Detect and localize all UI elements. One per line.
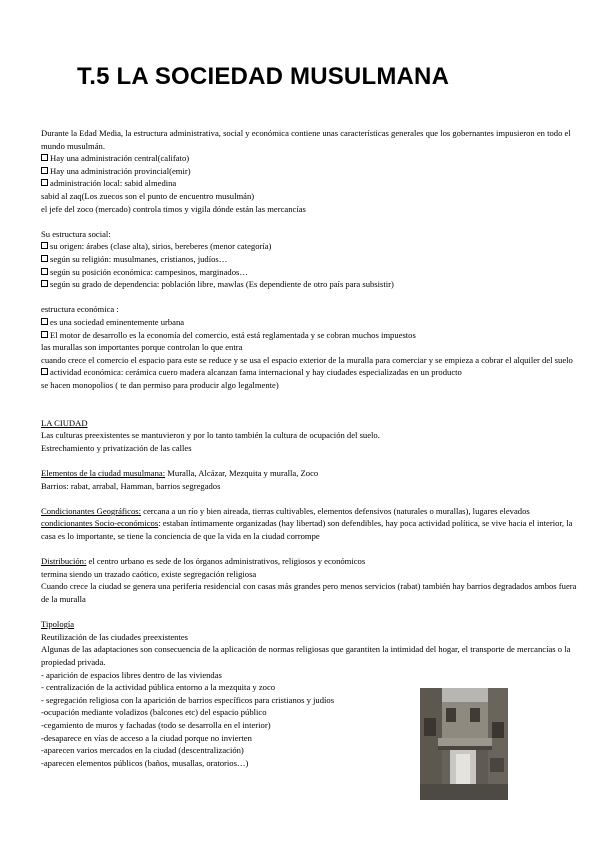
economic-note: se hacen monopolios ( te dan permiso para producir algo legalmente) [41, 379, 279, 390]
typology-item: - centralización de la actividad pública entorno a la mezquita y zoco [41, 682, 276, 693]
elements-line: Elementos de la ciudad musulmana: Muralla, Alcázar, Mezquita y muralla, Zoco [41, 468, 319, 479]
page-title: T.5 LA SOCIEDAD MUSULMANA [77, 63, 450, 90]
intro-extra: sabid al zaq(Los zuecos son el punto de encuentro musulmán) [41, 190, 255, 201]
economic-item: El motor de desarrollo es la economía del comercio, está está reglamentada y se cobran muchos impuestos [41, 329, 581, 342]
checkbox-bullet-icon [41, 318, 48, 325]
intro-extra: el jefe del zoco (mercado) controla timos y vigila dónde están las mercancías [41, 203, 306, 214]
checkbox-bullet-icon [41, 268, 48, 275]
social-item: su origen: árabes (clase alta), sirios, bereberes (menor categoría) [41, 240, 581, 253]
economic-note: cuando crece el comercio el espacio para este se reduce y se usa el espacio exterior de la muralla para comerciar y se empieza a cobrar el alquiler del suelo [41, 354, 573, 365]
city-line: Estrechamiento y privatización de las calles [41, 442, 192, 453]
economic-heading: estructura económica : [41, 304, 119, 315]
social-item: según su religión: musulmanes, cristianos, judíos… [41, 253, 581, 266]
conditions-socio-label: condicionantes Socio-económicos [41, 518, 159, 529]
typology-item: - segregación religiosa con la aparición de barrios específicos para cristianos y judíos [41, 694, 335, 705]
intro-paragraph: Durante la Edad Media, la estructura administrativa, social y económica contiene unas características generales que los gobernantes impusieron en todo el mundo musulmán. [41, 128, 571, 151]
checkbox-bullet-icon [41, 255, 48, 262]
city-heading: LA CIUDAD [41, 417, 88, 428]
checkbox-bullet-icon [41, 242, 48, 249]
social-heading: Su estructura social: [41, 228, 111, 239]
economic-item: es una sociedad eminentemente urbana [41, 316, 581, 329]
economic-note: las murallas son importantes porque controlan lo que entra [41, 342, 243, 353]
distribution-line-3: Cuando crece la ciudad se genera una periferia residencial con casas más grandes pero menos servicios (rabat) también hay barrios degradados ambos fuera de la muralla [41, 581, 577, 604]
distribution-line: Distribución: el centro urbano es sede de los órganos administrativos, religiosos y económicos [41, 556, 366, 567]
city-line: Las culturas preexistentes se mantuvieron y por lo tanto también la cultura de ocupación del suelo. [41, 430, 380, 441]
intro-item: Hay una administración provincial(emir) [41, 165, 581, 178]
distribution-label: Distribución: [41, 556, 87, 567]
elements-label: Elementos de la ciudad musulmana: [41, 468, 166, 479]
checkbox-bullet-icon [41, 368, 48, 375]
intro-item: Hay una administración central(califato) [41, 152, 581, 165]
typology-item: -aparecen elementos públicos (baños, musallas, oratorios…) [41, 757, 249, 768]
typology-line: Reutilización de las ciudades preexistentes [41, 631, 188, 642]
typology-paragraph: Algunas de las adaptaciones son consecuencia de la aplicación de normas religiosas que garantiten la intimidad del hogar, el transporte de mercancías o la propiedad privada. [41, 644, 571, 667]
conditions-socio: condicionantes Socio-económicos: estaban íntimamente organizadas (hay libertad) son defendibles, hay poca actividad política, se vive hacia el interior, la casa es lo importante, se tiene la conciencia de que la vida en la ciudad corrompe [41, 518, 573, 541]
economic-item: actividad económica: cerámica cuero madera alcanzan fama internacional y hay ciudades especializadas en un producto [41, 366, 581, 379]
typology-item: - aparición de espacios libres dentro de las viviendas [41, 669, 222, 680]
checkbox-bullet-icon [41, 331, 48, 338]
typology-heading: Tipología [41, 619, 75, 630]
social-item: según su posición económica: campesinos, marginados… [41, 266, 581, 279]
street-photo [420, 688, 508, 800]
elements-line-2: Barrios: rabat, arrabal, Hamman, barrios segregados [41, 480, 221, 491]
conditions-geo: Condicionantes Geográficos: cercana a un río y bien aireada, tierras cultivables, elementos defensivos (naturales o murallas), lugares elevados [41, 505, 530, 516]
checkbox-bullet-icon [41, 154, 48, 161]
typology-item: -ocupación mediante voladizos (balcones etc) del espacio público [41, 707, 267, 718]
document-body [41, 127, 581, 769]
conditions-geo-label: Condicionantes Geográficos: [41, 505, 141, 516]
typology-item: -cegamiento de muros y fachadas (todo se desarrolla en el interior) [41, 719, 271, 730]
checkbox-bullet-icon [41, 179, 48, 186]
typology-item: -aparecen varios mercados en la ciudad (descentralización) [41, 745, 244, 756]
street-photo-illustration [420, 688, 508, 800]
distribution-line-2: termina siendo un trazado caótico, existe segregación religiosa [41, 568, 257, 579]
checkbox-bullet-icon [41, 280, 48, 287]
typology-item: -desaparece en vías de acceso a la ciudad porque no invierten [41, 732, 252, 743]
social-item: según su grado de dependencia: población libre, mawlas (Es dependiente de otro país para subsistir) [41, 278, 581, 291]
intro-item: administración local: sabid almedina [41, 177, 581, 190]
checkbox-bullet-icon [41, 167, 48, 174]
